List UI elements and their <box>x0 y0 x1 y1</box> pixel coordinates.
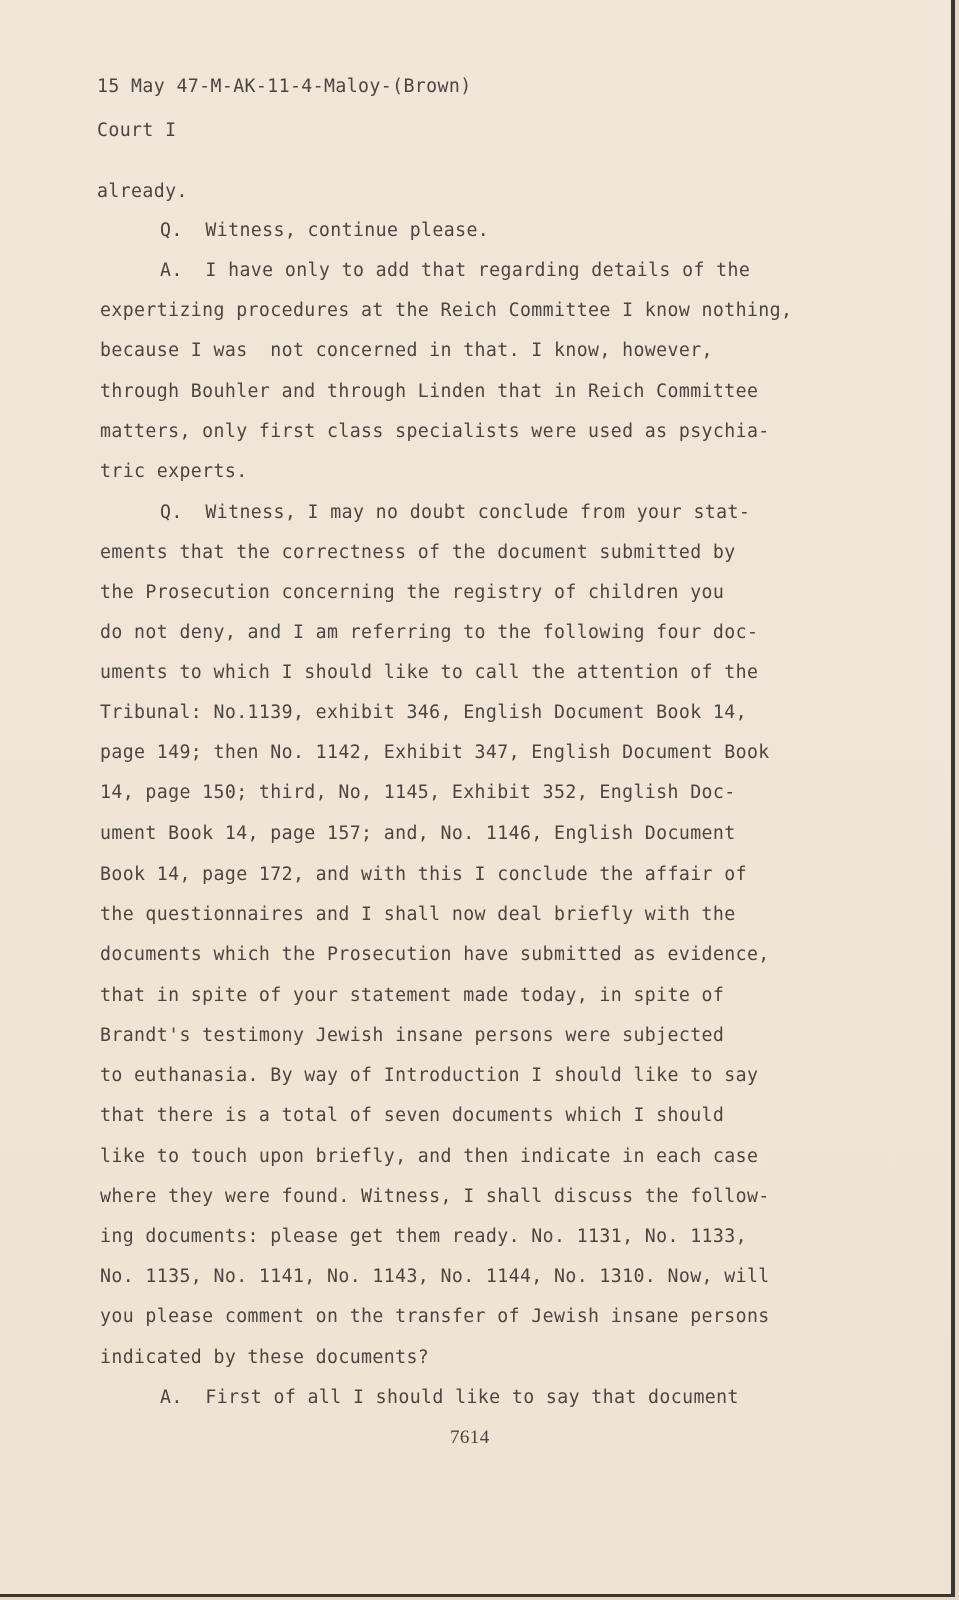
text-line: tric experts. <box>100 461 248 482</box>
text-line: because I was not concerned in that. I know, however, <box>100 340 713 361</box>
text-line: Q. Witness, I may no doubt conclude from your stat- <box>160 502 751 523</box>
text-line: that in spite of your statement made today, in spite of <box>100 985 725 1006</box>
text-line: to euthanasia. By way of Introduction I should like to say <box>100 1065 759 1086</box>
text-line: uments to which I should like to call the attention of the <box>100 662 759 683</box>
text-line: already. <box>97 181 188 202</box>
text-line: through Bouhler and through Linden that in Reich Committee <box>100 381 759 402</box>
text-line: where they were found. Witness, I shall discuss the follow- <box>100 1186 770 1207</box>
text-line: matters, only first class specialists were used as psychia- <box>100 421 770 442</box>
text-line: the Prosecution concerning the registry of children you <box>100 582 725 603</box>
text-line: like to touch upon briefly, and then indicate in each case <box>100 1146 759 1167</box>
text-line: ing documents: please get them ready. No. 1131, No. 1133, <box>100 1226 747 1247</box>
text-line: A. I have only to add that regarding details of the <box>160 260 751 281</box>
text-line: Tribunal: No.1139, exhibit 346, English Document Book 14, <box>100 702 747 723</box>
text-line: Brandt's testimony Jewish insane persons were subjected <box>100 1025 725 1046</box>
text-line: ements that the correctness of the document submitted by <box>100 542 736 563</box>
text-line: expertizing procedures at the Reich Committee I know nothing, <box>100 300 793 321</box>
text-line: the questionnaires and I shall now deal briefly with the <box>100 904 736 925</box>
text-line: No. 1135, No. 1141, No. 1143, No. 1144, No. 1310. Now, will <box>100 1266 770 1287</box>
page-number: 7614 <box>450 1427 490 1448</box>
text-line: indicated by these documents? <box>100 1347 430 1368</box>
text-line: 14, page 150; third, No, 1145, Exhibit 352, English Doc- <box>100 782 736 803</box>
header-court: Court I <box>97 120 177 141</box>
text-line: documents which the Prosecution have submitted as evidence, <box>100 944 770 965</box>
text-line: page 149; then No. 1142, Exhibit 347, English Document Book <box>100 742 770 763</box>
text-line: ument Book 14, page 157; and, No. 1146, English Document <box>100 823 736 844</box>
text-line: A. First of all I should like to say that document <box>160 1387 739 1408</box>
text-line: do not deny, and I am referring to the following four doc- <box>100 622 759 643</box>
header-docket: 15 May 47-M-AK-11-4-Maloy-(Brown) <box>97 76 472 97</box>
text-line: Book 14, page 172, and with this I conclude the affair of <box>100 864 747 885</box>
text-line: Q. Witness, continue please. <box>160 220 490 241</box>
text-line: that there is a total of seven documents which I should <box>100 1105 725 1126</box>
text-line: you please comment on the transfer of Jewish insane persons <box>100 1306 770 1327</box>
